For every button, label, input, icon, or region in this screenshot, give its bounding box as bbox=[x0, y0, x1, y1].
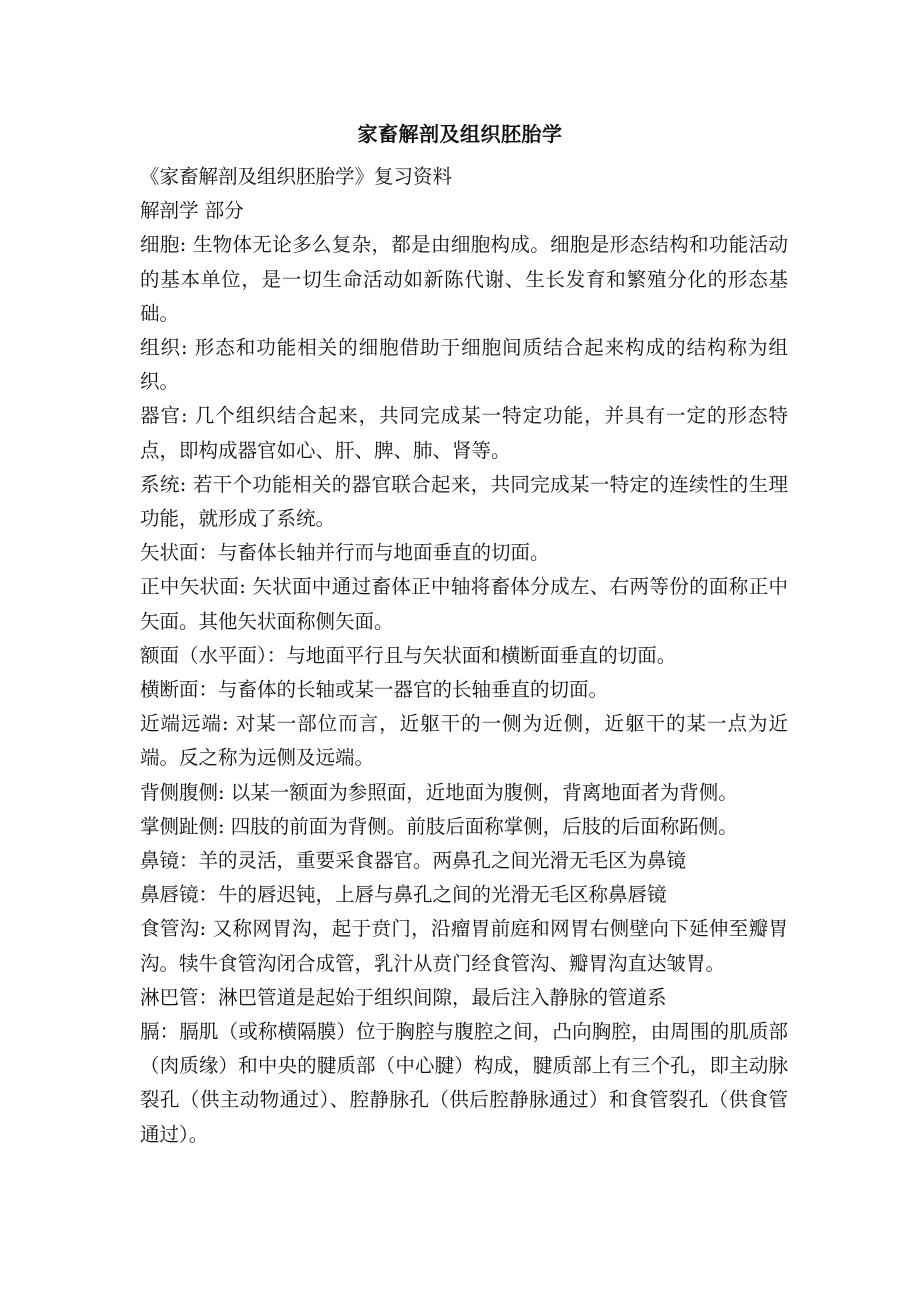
definition-paragraph: 近端远端: 对某一部位而言，近躯干的一侧为近侧，近躯干的某一点为近端。反之称为远侧及远端。 bbox=[140, 712, 788, 770]
definition-paragraph: 背侧腹侧: 以某一额面为参照面，近地面为腹侧，背离地面者为背侧。 bbox=[140, 780, 738, 804]
definition-paragraph: 额面（水平面）：与地面平行且与矢状面和横断面垂直的切面。 bbox=[140, 643, 677, 667]
definition-paragraph: 食管沟: 又称网胃沟，起于贲门，沿瘤胃前庭和网胃右侧壁向下延伸至瓣胃沟。犊牛食管沟闭合成管，乳汁从贲门经食管沟、瓣胃沟直达皱胃。 bbox=[140, 917, 788, 975]
page-title: 家畜解剖及组织胚胎学 bbox=[357, 122, 563, 146]
subtitle-paragraph: 《家畜解剖及组织胚胎学》复习资料 bbox=[140, 165, 453, 188]
document-body bbox=[140, 160, 788, 1152]
definition-paragraph: 器官: 几个组织结合起来，共同完成某一特定功能，并具有一定的形态特点，即构成器官如心、肝、脾、肺、肾等。 bbox=[140, 404, 788, 462]
definition-paragraph: 鼻镜：羊的灵活，重要采食器官。两鼻孔之间光滑无毛区为鼻镜 bbox=[140, 849, 687, 873]
definition-paragraph: 淋巴管：淋巴管道是起始于组织间隙，最后注入静脉的管道系 bbox=[140, 985, 667, 1009]
definition-paragraph: 鼻唇镜：牛的唇迟钝，上唇与鼻孔之间的光滑无毛区称鼻唇镜 bbox=[140, 883, 667, 907]
definition-paragraph: 正中矢状面: 矢状面中通过畜体正中轴将畜体分成左、右两等份的面称正中矢面。其他矢状面称侧矢面。 bbox=[140, 575, 788, 633]
definition-paragraph: 横断面：与畜体的长轴或某一器官的长轴垂直的切面。 bbox=[140, 678, 609, 702]
definition-paragraph: 细胞: 生物体无论多么复杂，都是由细胞构成。细胞是形态结构和功能活动的基本单位，是一切生命活动如新陈代谢、生长发育和繁殖分化的形态基础。 bbox=[140, 233, 788, 325]
definition-paragraph: 矢状面：与畜体长轴并行而与地面垂直的切面。 bbox=[140, 541, 550, 565]
definition-paragraph: 系统: 若干个功能相关的器官联合起来，共同完成某一特定的连续性的生理功能，就形成了系统。 bbox=[140, 472, 788, 531]
section-heading: 解剖学 部分 bbox=[140, 199, 244, 223]
definition-paragraph: 组织: 形态和功能相关的细胞借助于细胞间质结合起来构成的结构称为组织。 bbox=[140, 336, 788, 394]
definition-paragraph: 膈：膈肌（或称横隔膜）位于胸腔与腹腔之间，凸向胸腔，由周围的肌质部（肉质缘）和中央的腱质部（中心腱）构成，腱质部上有三个孔，即主动脉裂孔（供主动物通过）、腔静脉孔（供后腔静脉通过）和食管裂孔（供食管通过）。 bbox=[140, 1020, 788, 1146]
definition-paragraph: 掌侧趾侧: 四肢的前面为背侧。前肢后面称掌侧，后肢的后面称跖侧。 bbox=[140, 814, 738, 838]
